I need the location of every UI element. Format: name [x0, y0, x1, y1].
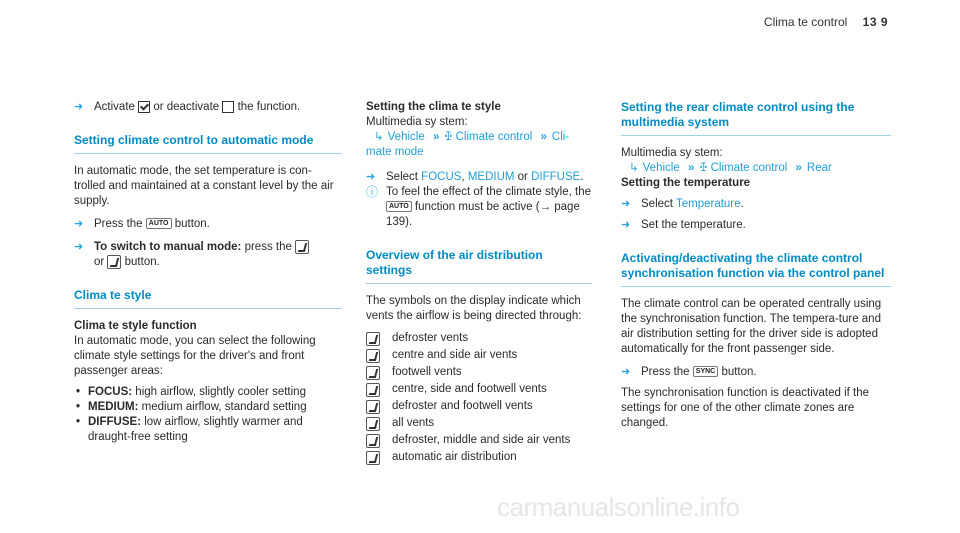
all-vents-icon — [366, 417, 380, 431]
select-style-step: ➜ Select FOCUS, MEDIUM or DIFFUSE. — [366, 171, 584, 183]
column-3 — [621, 100, 891, 431]
chevron-right-icon: » — [687, 162, 695, 174]
vent-label: defroster and footwell vents — [392, 400, 533, 412]
heading-rear-climate: Setting the rear climate control using the multimedia system — [621, 100, 891, 136]
automatic-mode-paragraph: In automatic mode, the set temperature is con-trolled and maintained at a constant level by the air supply. — [74, 165, 334, 207]
chevron-right-icon: » — [795, 162, 802, 174]
footwell-vent-icon — [366, 366, 380, 380]
nav-path — [366, 130, 592, 160]
vent-label: automatic air distribution — [392, 451, 517, 463]
temperature-option: Temperature — [675, 198, 741, 210]
section-title: Clima te control — [763, 15, 848, 29]
list-item — [366, 432, 592, 449]
nav-climate-control: Climate control — [455, 131, 533, 143]
set-temperature-title: Setting the temperature — [621, 177, 751, 189]
press-sync-step: ➜ Press the SYNC button. — [621, 366, 757, 378]
step-arrow-icon: ➜ — [621, 366, 631, 378]
nav-climate-mode-cont: mate mode — [366, 146, 424, 158]
function-text: the function. — [237, 101, 301, 113]
switch-manual-label: To switch to manual mode: — [94, 241, 242, 254]
chevron-right-icon: » — [540, 131, 547, 143]
select-temperature-step: ➜ Select Temperature. — [621, 198, 744, 210]
vent-label: footwell vents — [392, 366, 462, 378]
list-item — [366, 330, 592, 347]
nav-rear: Rear — [806, 162, 832, 174]
vent-label: defroster vents — [392, 332, 469, 344]
info-note: ⓘ To feel the effect of the climate style, the AUTO function must be active (→ page 139). — [366, 185, 591, 228]
press-auto-step — [74, 217, 342, 232]
step-arrow-icon: ➜ — [621, 198, 631, 210]
heading-climate-style: Clima te style — [74, 288, 342, 309]
list-item — [366, 347, 592, 364]
step-arrow-icon: ➜ — [74, 241, 84, 253]
centre-side-footwell-icon — [366, 383, 380, 397]
button-text: button. — [174, 218, 210, 230]
diffuse-option: DIFFUSE — [531, 171, 581, 183]
focus-option: FOCUS — [421, 171, 462, 183]
heading-sync: Activating/deactivating the climate control synchronisation function via the control panel — [621, 251, 891, 287]
vent-label: centre and side air vents — [392, 349, 518, 361]
list-item — [366, 381, 592, 398]
watermark: carmanualsonline.info — [497, 492, 740, 522]
vent-label: centre, side and footwell vents — [392, 383, 547, 395]
column-2 — [366, 100, 592, 466]
list-item: • DIFFUSE: low airflow, slightly warmer and draught-free setting — [74, 415, 342, 445]
nav-climate-mode: Cli- — [551, 131, 570, 143]
nav-vehicle: Vehicle — [642, 162, 680, 174]
page-number: 13 9 — [862, 15, 888, 29]
fan-speed-icon — [295, 240, 309, 254]
activate-text: Activate — [94, 101, 135, 113]
list-item — [366, 415, 592, 432]
chevron-right-icon: » — [432, 131, 440, 143]
nav-path — [621, 161, 891, 176]
info-icon: ⓘ — [366, 185, 379, 199]
defroster-footwell-icon — [366, 400, 380, 414]
heading-air-distribution: Overview of the air distribution settings — [366, 248, 592, 284]
checkbox-checked-icon — [138, 101, 150, 113]
activate-step — [74, 100, 342, 115]
heading-automatic-mode: Setting climate control to automatic mode — [74, 133, 342, 154]
climate-style-function-title: Clima te style function — [74, 320, 197, 333]
centre-side-vent-icon — [366, 349, 380, 363]
nav-vehicle: Vehicle — [387, 131, 425, 143]
list-item — [366, 449, 592, 466]
sync-button-icon: SYNC — [693, 366, 718, 377]
vent-list — [366, 330, 592, 466]
climate-icon: ꔀ — [444, 131, 453, 143]
climate-style-setting-title: Setting the clima te style — [366, 101, 501, 113]
checkbox-empty-icon — [222, 101, 234, 113]
defroster-vent-icon — [366, 332, 380, 346]
nav-climate-control: Climate control — [710, 162, 788, 174]
step-arrow-icon: ➜ — [366, 171, 376, 183]
deactivate-text: or deactivate — [153, 101, 220, 113]
page-header — [764, 15, 888, 30]
set-temperature-step: ➜ Set the temperature. — [621, 219, 746, 231]
multimedia-system-label: Multimedia sy stem: — [366, 116, 468, 128]
medium-option: MEDIUM — [467, 171, 515, 183]
overview-paragraph: The symbols on the display indicate which vents the airflow is being directed through: — [366, 295, 582, 322]
column-1 — [74, 100, 342, 445]
switch-manual-step — [74, 240, 342, 270]
climate-style-paragraph: In automatic mode, you can select the following climate style settings for the driver's and front passenger areas: — [74, 335, 316, 378]
auto-button-icon: AUTO — [386, 201, 412, 212]
press-text: press the — [241, 241, 292, 254]
button-text: button. — [124, 256, 160, 269]
vent-label: defroster, middle and side air vents — [392, 434, 571, 446]
or-text: or — [94, 256, 105, 269]
list-item — [366, 364, 592, 381]
list-item — [366, 398, 592, 415]
list-item: • MEDIUM: medium airflow, standard setting — [74, 400, 342, 415]
multimedia-system-label: Multimedia sy stem: — [621, 147, 723, 159]
nav-arrow-icon: ↳ — [629, 162, 639, 174]
press-text: Press the — [94, 218, 143, 230]
vent-label: all vents — [392, 417, 435, 429]
nav-arrow-icon: ↳ — [374, 131, 384, 143]
air-distribution-icon — [107, 255, 121, 269]
auto-button-icon: AUTO — [146, 218, 172, 229]
step-arrow-icon: ➜ — [621, 219, 631, 231]
climate-icon: ꔀ — [699, 162, 708, 174]
list-item: • FOCUS: high airflow, slightly cooler setting — [74, 385, 342, 400]
step-arrow-icon: ➜ — [74, 101, 84, 113]
auto-distribution-icon — [366, 451, 380, 465]
defroster-middle-side-icon — [366, 434, 380, 448]
sync-paragraph: The climate control can be operated centrally using the synchronisation function. The tempera-ture and air distribution setting for the driver side is adopted automatically for the front passenger side. — [621, 298, 882, 355]
step-arrow-icon: ➜ — [74, 218, 84, 230]
sync-paragraph-2: The synchronisation function is deactivated if the settings for one of the other climate zones are changed. — [621, 387, 870, 429]
